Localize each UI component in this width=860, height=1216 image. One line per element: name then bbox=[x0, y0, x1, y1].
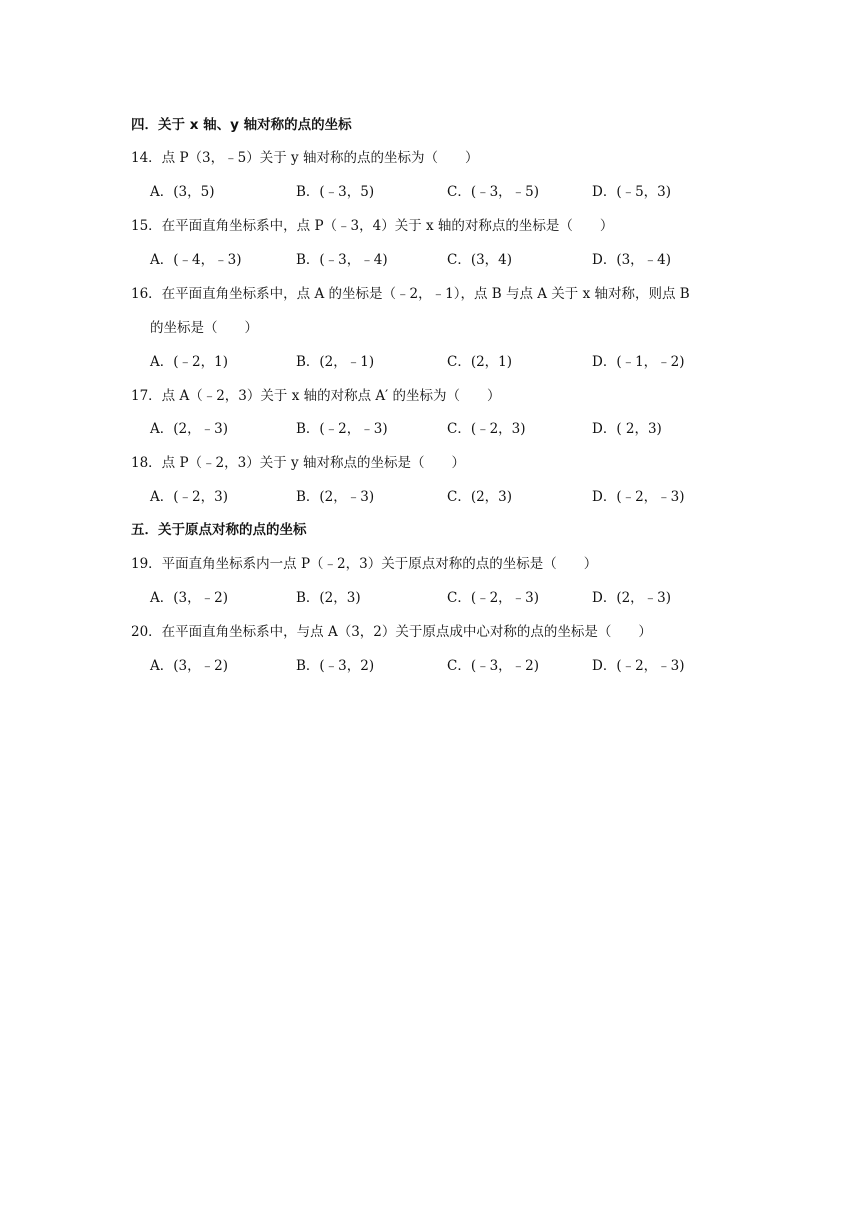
option-d: D．(3，﹣4) bbox=[592, 252, 672, 268]
option-b: B．(2，﹣3) bbox=[296, 489, 375, 505]
question-19-stem: 19．平面直角坐标系内一点 P（﹣2，3）关于原点对称的点的坐标是（ ） bbox=[131, 556, 598, 572]
option-b: B．(2，﹣1) bbox=[296, 354, 375, 370]
option-a: A．(﹣4，﹣3) bbox=[150, 252, 242, 268]
option-b: B．(﹣2，﹣3) bbox=[296, 421, 388, 437]
option-a: A．(3，﹣2) bbox=[150, 658, 228, 674]
question-14-options bbox=[150, 180, 750, 200]
question-14-stem: 14．点 P（3，﹣5）关于 y 轴对称的点的坐标为（ ） bbox=[131, 150, 479, 166]
option-a: A．(3，5) bbox=[150, 184, 215, 200]
question-16-stem-continued: 的坐标是（ ） bbox=[150, 320, 258, 336]
question-17-stem: 17．点 A（﹣2，3）关于 x 轴的对称点 A′ 的坐标为（ ） bbox=[131, 388, 501, 404]
option-d: D．(2，﹣3) bbox=[592, 590, 672, 606]
option-b: B．(﹣3，5) bbox=[296, 184, 375, 200]
option-b: B．(﹣3，﹣4) bbox=[296, 252, 388, 268]
option-a: A．(﹣2，3) bbox=[150, 489, 228, 505]
option-c: C．(2，3) bbox=[447, 489, 513, 505]
option-a: A．(3，﹣2) bbox=[150, 590, 228, 606]
option-d: D．(﹣2，﹣3) bbox=[592, 489, 685, 505]
option-d: D．(﹣2，﹣3) bbox=[592, 658, 685, 674]
option-c: C．(﹣3，﹣2) bbox=[447, 658, 540, 674]
option-d: D．(﹣5，3) bbox=[592, 184, 672, 200]
question-16-options bbox=[150, 350, 750, 370]
question-20-stem: 20．在平面直角坐标系中，与点 A（3，2）关于原点成中心对称的点的坐标是（ ） bbox=[131, 624, 652, 640]
option-c: C．(﹣3，﹣5) bbox=[447, 184, 540, 200]
option-c: C．(﹣2，﹣3) bbox=[447, 590, 540, 606]
option-c: C．(﹣2，3) bbox=[447, 421, 526, 437]
question-18-stem: 18．点 P（﹣2，3）关于 y 轴对称点的坐标是（ ） bbox=[131, 455, 465, 471]
question-19-options bbox=[150, 586, 750, 606]
option-d: D．(﹣1，﹣2) bbox=[592, 354, 685, 370]
option-d: D．( 2，3) bbox=[592, 421, 662, 437]
option-c: C．(3，4) bbox=[447, 252, 513, 268]
option-b: B．(﹣3，2) bbox=[296, 658, 375, 674]
question-15-options bbox=[150, 248, 750, 268]
question-16-stem: 16．在平面直角坐标系中，点 A 的坐标是（﹣2，﹣1），点 B 与点 A 关于 x 轴对称，则点 B bbox=[131, 286, 690, 302]
question-15-stem: 15．在平面直角坐标系中，点 P（﹣3，4）关于 x 轴的对称点的坐标是（ ） bbox=[131, 218, 614, 234]
option-a: A．(﹣2，1) bbox=[150, 354, 228, 370]
question-17-options bbox=[150, 417, 750, 437]
question-18-options bbox=[150, 485, 750, 505]
section-title-5: 五．关于原点对称的点的坐标 bbox=[131, 522, 307, 538]
section-title-4: 四．关于 x 轴、y 轴对称的点的坐标 bbox=[131, 117, 352, 133]
option-b: B．(2，3) bbox=[296, 590, 361, 606]
option-a: A．(2，﹣3) bbox=[150, 421, 228, 437]
question-20-options bbox=[150, 654, 750, 674]
option-c: C．(2，1) bbox=[447, 354, 513, 370]
